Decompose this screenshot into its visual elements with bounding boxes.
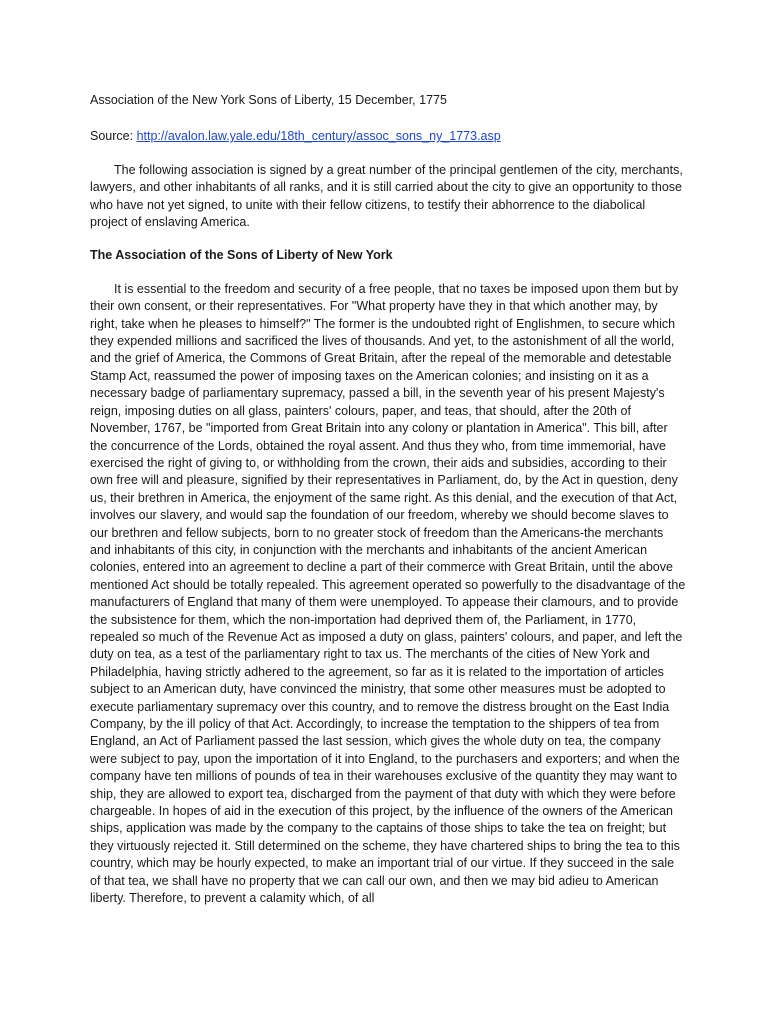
source-label: Source:	[90, 129, 137, 144]
source-line	[90, 128, 686, 145]
section-heading: The Association of the Sons of Liberty of New York	[90, 248, 393, 263]
document-page	[90, 92, 686, 907]
body-paragraph: It is essential to the freedom and security of a free people, that no taxes be imposed upon them but by their own consent, or their representatives. For "What property have they in that which another may, by right, take when he pleases to himself?" The former is the undoubted right of Englishmen, to secure which they expended millions and sacrificed the lives of thousands. And yet, to the astonishment of all the world, and the grief of America, the Commons of Great Britain, after the repeal of the memorable and detestable Stamp Act, reassumed the power of imposing taxes on the American colonies; and insisting on it as a necessary badge of parliamentary supremacy, passed a bill, in the seventh year of his present Majesty's reign, imposing duties on all glass, painters' colours, paper, and teas, that should, after the 20th of November, 1767, be "imported from Great Britain into any colony or plantation in America". This bill, after the concurrence of the Lords, obtained the royal assent. And thus they who, from time immemorial, have exercised the right of giving to, or withholding from the crown, their aids and subsidies, according to their own free will and pleasure, signified by their representatives in Parliament, do, by the Act in question, deny us, their brethren in America, the enjoyment of the same right. As this denial, and the execution of that Act, involves our slavery, and would sap the foundation of our freedom, whereby we should become slaves to our brethren and fellow subjects, born to no greater stock of freedom than the Americans-the merchants and inhabitants of this city, in conjunction with the merchants and inhabitants of the ancient American colonies, entered into an agreement to decline a part of their commerce with Great Britain, until the above mentioned Act should be totally repealed. This agreement operated so powerfully to the disadvantage of the manufacturers of England that many of them were unemployed. To appease their clamours, and to provide the subsistence for them, which the non-importation had deprived them of, the Parliament, in 1770, repealed so much of the Revenue Act as imposed a duty on glass, painters' colours, and paper, and left the duty on tea, as a test of the parliamentary right to tax us. The merchants of the cities of New York and Philadelphia, having strictly adhered to the agreement, so far as it is related to the importation of articles subject to an American duty, have convinced the ministry, that some other measures must be adopted to execute parliamentary supremacy over this country, and to remove the distress brought on the East India Company, by the ill policy of that Act. Accordingly, to increase the temptation to the shippers of tea from England, an Act of Parliament passed the last session, which gives the whole duty on tea, the company were subject to pay, upon the importation of it into England, to the purchasers and exporters; and when the company have ten millions of pounds of tea in their warehouses exclusive of the quantity they may want to ship, they are allowed to export tea, discharged from the payment of that duty with which they were before chargeable. In hopes of aid in the execution of this project, by the influence of the owners of the American ships, application was made by the company to the captains of those ships to take the tea on freight; but they virtuously rejected it. Still determined on the scheme, they have chartered ships to bring the tea to this country, which may be hourly expected, to make an important trial of our virtue. If they succeed in the sale of that tea, we shall have no property that we can call our own, and then we may bid adieu to American liberty. Therefore, to prevent a calamity which, of all	[90, 281, 686, 906]
document-title: Association of the New York Sons of Liberty, 15 December, 1775	[90, 93, 447, 107]
source-link[interactable]: http://avalon.law.yale.edu/18th_century/assoc_sons_ny_1773.asp	[136, 129, 501, 144]
intro-paragraph: The following association is signed by a great number of the principal gentlemen of the city, merchants, lawyers, and other inhabitants of all ranks, and it is still carried about the city to give an opportunity to those who have not yet signed, to unite with their fellow citizens, to testify their abhorrence to the diabolical project of enslaving America.	[90, 162, 683, 230]
